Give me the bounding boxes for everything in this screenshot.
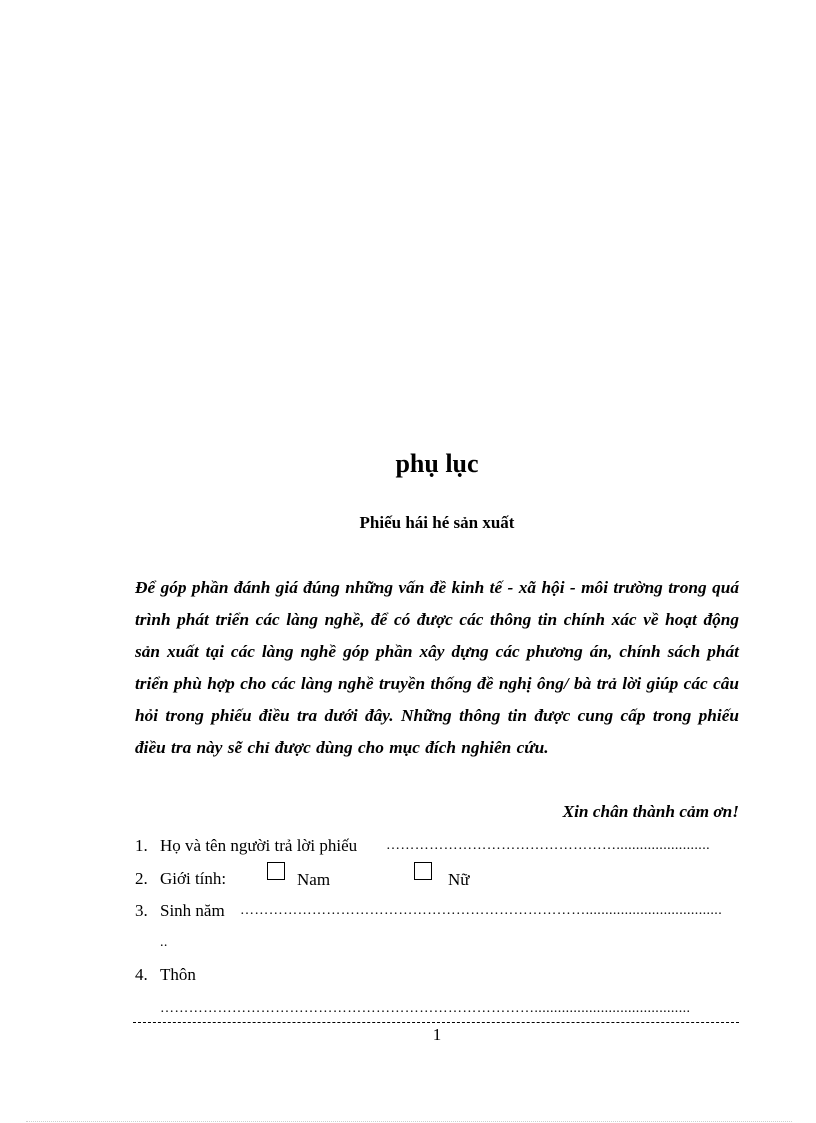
question-3-answer-blank[interactable]: ………………………………………………………………................................... — [240, 903, 723, 918]
question-2-number: 2. — [135, 869, 148, 888]
page-title: phụ lục — [395, 449, 479, 478]
question-3-answer-continuation: .. — [160, 935, 168, 950]
question-1 — [135, 835, 357, 857]
question-3 — [135, 900, 225, 922]
intro-paragraph: Để góp phần đánh giá đúng những vấn đề kinh tế - xã hội - môi trường trong quá trình phát triển các làng nghề, để có được các thông tin chính xác về hoạt động sản xuất tại các làng nghề góp phần xây dựng các phương án, chính sách phát triển phù hợp cho các làng nghề truyền thống đề nghị ông/ bà trả lời giúp các câu hỏi trong phiếu điều tra dưới đây. Những thông tin được cung cấp trong phiếu điều tra này sẽ chỉ được dùng cho mục đích nghiên cứu. — [135, 578, 739, 757]
footer-divider — [133, 1022, 739, 1023]
question-3-label: Sinh năm — [160, 901, 225, 920]
question-4-label: Thôn — [160, 965, 196, 984]
question-1-label: Họ và tên người trả lời phiếu — [160, 836, 358, 855]
gender-male-label: Nam — [297, 870, 331, 889]
question-2 — [135, 868, 226, 890]
gender-female-label: Nữ — [448, 870, 470, 889]
question-3-number: 3. — [135, 901, 148, 920]
question-4-number: 4. — [135, 965, 148, 984]
question-4-answer-blank[interactable]: ……………………………………………………………………........................................ — [160, 1001, 691, 1016]
gender-female-checkbox[interactable] — [414, 862, 432, 880]
page-edge-divider — [26, 1121, 792, 1122]
question-1-answer-blank[interactable]: …………………………………………........................ — [386, 838, 710, 853]
page-subtitle: Phiếu hái hé sản xuất — [359, 513, 515, 532]
question-1-number: 1. — [135, 836, 148, 855]
question-4 — [135, 964, 196, 986]
page-number: 1 — [432, 1025, 442, 1044]
thanks-line: Xin chân thành cảm ơn! — [562, 802, 739, 821]
gender-male-checkbox[interactable] — [267, 862, 285, 880]
question-2-label: Giới tính: — [160, 869, 227, 888]
